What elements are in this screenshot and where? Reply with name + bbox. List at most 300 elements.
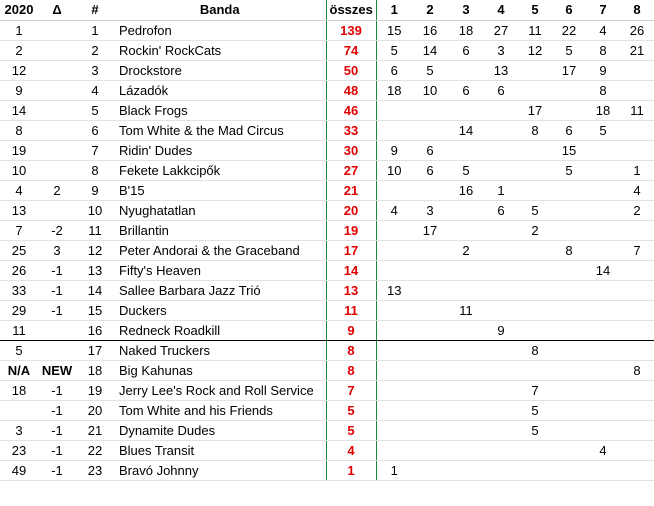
cell-round-5[interactable]: 5 xyxy=(518,420,552,440)
cell-round-7[interactable] xyxy=(586,180,620,200)
cell-round-5[interactable]: 17 xyxy=(518,100,552,120)
cell-round-2[interactable] xyxy=(412,420,448,440)
cell-round-8[interactable]: 7 xyxy=(620,240,654,260)
cell-round-1[interactable]: 1 xyxy=(376,460,412,480)
cell-round-6[interactable] xyxy=(552,340,586,360)
cell-round-3[interactable] xyxy=(448,100,484,120)
header-round-7[interactable]: 7 xyxy=(586,0,620,20)
cell-round-6[interactable] xyxy=(552,300,586,320)
cell-total[interactable]: 9 xyxy=(326,320,376,340)
cell-round-3[interactable]: 5 xyxy=(448,160,484,180)
cell-total[interactable]: 27 xyxy=(326,160,376,180)
cell-round-3[interactable] xyxy=(448,60,484,80)
cell-round-7[interactable] xyxy=(586,240,620,260)
cell-round-3[interactable] xyxy=(448,460,484,480)
cell-total[interactable]: 13 xyxy=(326,280,376,300)
cell-round-4[interactable] xyxy=(484,380,518,400)
cell-round-4[interactable] xyxy=(484,260,518,280)
cell-round-3[interactable] xyxy=(448,260,484,280)
cell-round-5[interactable] xyxy=(518,260,552,280)
cell-band[interactable]: Lázadók xyxy=(114,80,326,100)
cell-round-1[interactable]: 15 xyxy=(376,20,412,40)
cell-round-7[interactable] xyxy=(586,220,620,240)
cell-2020[interactable]: 3 xyxy=(0,420,38,440)
cell-round-2[interactable] xyxy=(412,120,448,140)
cell-round-8[interactable] xyxy=(620,320,654,340)
cell-round-8[interactable] xyxy=(620,420,654,440)
cell-round-6[interactable] xyxy=(552,80,586,100)
cell-total[interactable]: 139 xyxy=(326,20,376,40)
cell-rank[interactable]: 10 xyxy=(76,200,114,220)
cell-round-8[interactable] xyxy=(620,400,654,420)
cell-band[interactable]: Drockstore xyxy=(114,60,326,80)
cell-round-2[interactable]: 14 xyxy=(412,40,448,60)
cell-round-1[interactable]: 13 xyxy=(376,280,412,300)
cell-total[interactable]: 50 xyxy=(326,60,376,80)
cell-rank[interactable]: 6 xyxy=(76,120,114,140)
cell-round-6[interactable]: 5 xyxy=(552,40,586,60)
cell-total[interactable]: 5 xyxy=(326,400,376,420)
cell-round-5[interactable] xyxy=(518,160,552,180)
cell-round-3[interactable] xyxy=(448,200,484,220)
cell-total[interactable]: 7 xyxy=(326,380,376,400)
cell-total[interactable]: 5 xyxy=(326,420,376,440)
cell-round-7[interactable] xyxy=(586,460,620,480)
cell-delta[interactable]: 2 xyxy=(38,180,76,200)
cell-round-6[interactable]: 15 xyxy=(552,140,586,160)
cell-delta[interactable] xyxy=(38,60,76,80)
cell-rank[interactable]: 4 xyxy=(76,80,114,100)
cell-round-5[interactable]: 12 xyxy=(518,40,552,60)
cell-round-5[interactable]: 7 xyxy=(518,380,552,400)
cell-total[interactable]: 11 xyxy=(326,300,376,320)
cell-rank[interactable]: 23 xyxy=(76,460,114,480)
cell-round-4[interactable]: 13 xyxy=(484,60,518,80)
cell-2020[interactable]: 10 xyxy=(0,160,38,180)
cell-round-4[interactable] xyxy=(484,120,518,140)
cell-round-6[interactable]: 5 xyxy=(552,160,586,180)
cell-round-4[interactable] xyxy=(484,140,518,160)
cell-round-6[interactable] xyxy=(552,220,586,240)
cell-round-5[interactable]: 8 xyxy=(518,120,552,140)
cell-rank[interactable]: 1 xyxy=(76,20,114,40)
cell-2020[interactable]: 5 xyxy=(0,340,38,360)
cell-delta[interactable]: -1 xyxy=(38,380,76,400)
cell-delta[interactable] xyxy=(38,140,76,160)
cell-round-7[interactable]: 4 xyxy=(586,20,620,40)
cell-delta[interactable]: 3 xyxy=(38,240,76,260)
cell-round-8[interactable] xyxy=(620,280,654,300)
cell-round-2[interactable]: 6 xyxy=(412,160,448,180)
cell-2020[interactable]: 19 xyxy=(0,140,38,160)
cell-round-1[interactable] xyxy=(376,220,412,240)
header-round-8[interactable]: 8 xyxy=(620,0,654,20)
cell-round-6[interactable] xyxy=(552,380,586,400)
cell-delta[interactable] xyxy=(38,160,76,180)
cell-total[interactable]: 33 xyxy=(326,120,376,140)
cell-band[interactable]: Tom White & the Mad Circus xyxy=(114,120,326,140)
cell-round-7[interactable] xyxy=(586,380,620,400)
cell-round-1[interactable] xyxy=(376,420,412,440)
header-delta[interactable]: Δ xyxy=(38,0,76,20)
cell-round-1[interactable]: 10 xyxy=(376,160,412,180)
cell-band[interactable]: Fekete Lakkcipők xyxy=(114,160,326,180)
cell-band[interactable]: Jerry Lee's Rock and Roll Service xyxy=(114,380,326,400)
header-total[interactable]: összes xyxy=(326,0,376,20)
cell-delta[interactable] xyxy=(38,120,76,140)
cell-2020[interactable]: 18 xyxy=(0,380,38,400)
cell-round-4[interactable]: 27 xyxy=(484,20,518,40)
header-round-4[interactable]: 4 xyxy=(484,0,518,20)
cell-round-3[interactable]: 11 xyxy=(448,300,484,320)
cell-round-7[interactable] xyxy=(586,160,620,180)
cell-round-2[interactable] xyxy=(412,280,448,300)
cell-round-7[interactable]: 8 xyxy=(586,40,620,60)
cell-2020[interactable]: 29 xyxy=(0,300,38,320)
cell-round-4[interactable] xyxy=(484,440,518,460)
cell-rank[interactable]: 19 xyxy=(76,380,114,400)
cell-round-3[interactable]: 14 xyxy=(448,120,484,140)
cell-round-6[interactable] xyxy=(552,420,586,440)
cell-2020[interactable]: 11 xyxy=(0,320,38,340)
cell-delta[interactable]: -1 xyxy=(38,420,76,440)
cell-2020[interactable]: 25 xyxy=(0,240,38,260)
cell-round-2[interactable] xyxy=(412,300,448,320)
cell-rank[interactable]: 16 xyxy=(76,320,114,340)
cell-rank[interactable]: 15 xyxy=(76,300,114,320)
cell-round-5[interactable]: 5 xyxy=(518,400,552,420)
cell-delta[interactable]: -1 xyxy=(38,260,76,280)
cell-round-7[interactable] xyxy=(586,300,620,320)
cell-round-8[interactable]: 4 xyxy=(620,180,654,200)
header-round-6[interactable]: 6 xyxy=(552,0,586,20)
cell-round-4[interactable]: 3 xyxy=(484,40,518,60)
cell-rank[interactable]: 8 xyxy=(76,160,114,180)
cell-round-4[interactable]: 6 xyxy=(484,200,518,220)
cell-round-2[interactable]: 10 xyxy=(412,80,448,100)
cell-band[interactable]: Big Kahunas xyxy=(114,360,326,380)
cell-delta[interactable]: -1 xyxy=(38,280,76,300)
cell-round-4[interactable] xyxy=(484,280,518,300)
cell-round-1[interactable] xyxy=(376,400,412,420)
cell-round-5[interactable]: 11 xyxy=(518,20,552,40)
header-rank[interactable]: # xyxy=(76,0,114,20)
cell-round-8[interactable] xyxy=(620,440,654,460)
cell-round-2[interactable] xyxy=(412,440,448,460)
cell-round-1[interactable] xyxy=(376,360,412,380)
cell-band[interactable]: Blues Transit xyxy=(114,440,326,460)
cell-round-3[interactable] xyxy=(448,280,484,300)
cell-round-7[interactable] xyxy=(586,280,620,300)
cell-round-2[interactable]: 5 xyxy=(412,60,448,80)
cell-round-2[interactable] xyxy=(412,380,448,400)
cell-band[interactable]: Peter Andorai & the Graceband xyxy=(114,240,326,260)
cell-round-4[interactable] xyxy=(484,220,518,240)
cell-round-1[interactable]: 6 xyxy=(376,60,412,80)
cell-round-3[interactable] xyxy=(448,440,484,460)
cell-band[interactable]: Naked Truckers xyxy=(114,340,326,360)
cell-total[interactable]: 48 xyxy=(326,80,376,100)
cell-round-4[interactable] xyxy=(484,160,518,180)
cell-round-3[interactable]: 2 xyxy=(448,240,484,260)
cell-delta[interactable] xyxy=(38,20,76,40)
cell-round-7[interactable] xyxy=(586,200,620,220)
cell-round-7[interactable]: 14 xyxy=(586,260,620,280)
cell-band[interactable]: Fifty's Heaven xyxy=(114,260,326,280)
cell-round-8[interactable] xyxy=(620,80,654,100)
cell-rank[interactable]: 9 xyxy=(76,180,114,200)
cell-round-1[interactable] xyxy=(376,300,412,320)
cell-2020[interactable]: 26 xyxy=(0,260,38,280)
cell-round-1[interactable] xyxy=(376,440,412,460)
header-round-3[interactable]: 3 xyxy=(448,0,484,20)
cell-2020[interactable]: 9 xyxy=(0,80,38,100)
cell-round-4[interactable] xyxy=(484,460,518,480)
cell-round-8[interactable] xyxy=(620,300,654,320)
cell-rank[interactable]: 2 xyxy=(76,40,114,60)
cell-round-5[interactable]: 5 xyxy=(518,200,552,220)
cell-round-1[interactable]: 18 xyxy=(376,80,412,100)
cell-total[interactable]: 30 xyxy=(326,140,376,160)
cell-round-7[interactable] xyxy=(586,420,620,440)
cell-total[interactable]: 17 xyxy=(326,240,376,260)
cell-rank[interactable]: 18 xyxy=(76,360,114,380)
cell-round-6[interactable] xyxy=(552,460,586,480)
cell-round-7[interactable]: 9 xyxy=(586,60,620,80)
cell-round-1[interactable] xyxy=(376,320,412,340)
cell-round-4[interactable] xyxy=(484,360,518,380)
cell-band[interactable]: Duckers xyxy=(114,300,326,320)
cell-round-2[interactable] xyxy=(412,100,448,120)
cell-round-3[interactable] xyxy=(448,340,484,360)
cell-delta[interactable]: -1 xyxy=(38,440,76,460)
cell-band[interactable]: B'15 xyxy=(114,180,326,200)
cell-round-8[interactable]: 11 xyxy=(620,100,654,120)
cell-2020[interactable] xyxy=(0,400,38,420)
cell-round-8[interactable]: 2 xyxy=(620,200,654,220)
cell-round-2[interactable] xyxy=(412,260,448,280)
cell-round-2[interactable] xyxy=(412,400,448,420)
cell-band[interactable]: Rockin' RockCats xyxy=(114,40,326,60)
cell-round-7[interactable] xyxy=(586,360,620,380)
cell-round-4[interactable] xyxy=(484,240,518,260)
cell-round-2[interactable] xyxy=(412,180,448,200)
cell-rank[interactable]: 20 xyxy=(76,400,114,420)
cell-round-4[interactable] xyxy=(484,340,518,360)
cell-2020[interactable]: 12 xyxy=(0,60,38,80)
cell-round-7[interactable] xyxy=(586,320,620,340)
cell-round-4[interactable] xyxy=(484,400,518,420)
cell-total[interactable]: 46 xyxy=(326,100,376,120)
cell-delta[interactable]: -1 xyxy=(38,460,76,480)
cell-round-3[interactable] xyxy=(448,360,484,380)
cell-2020[interactable]: 7 xyxy=(0,220,38,240)
header-round-5[interactable]: 5 xyxy=(518,0,552,20)
cell-round-1[interactable] xyxy=(376,180,412,200)
cell-round-6[interactable] xyxy=(552,400,586,420)
cell-round-5[interactable] xyxy=(518,140,552,160)
cell-round-1[interactable] xyxy=(376,380,412,400)
cell-round-7[interactable]: 18 xyxy=(586,100,620,120)
cell-round-8[interactable] xyxy=(620,60,654,80)
cell-total[interactable]: 14 xyxy=(326,260,376,280)
cell-2020[interactable]: 49 xyxy=(0,460,38,480)
cell-round-5[interactable] xyxy=(518,80,552,100)
cell-rank[interactable]: 13 xyxy=(76,260,114,280)
cell-round-5[interactable] xyxy=(518,440,552,460)
cell-round-8[interactable]: 1 xyxy=(620,160,654,180)
cell-delta[interactable] xyxy=(38,100,76,120)
cell-round-3[interactable] xyxy=(448,220,484,240)
header-round-1[interactable]: 1 xyxy=(376,0,412,20)
cell-delta[interactable] xyxy=(38,200,76,220)
cell-band[interactable]: Dynamite Dudes xyxy=(114,420,326,440)
cell-round-1[interactable]: 9 xyxy=(376,140,412,160)
cell-round-8[interactable] xyxy=(620,460,654,480)
cell-round-4[interactable]: 1 xyxy=(484,180,518,200)
cell-2020[interactable]: 23 xyxy=(0,440,38,460)
cell-round-1[interactable] xyxy=(376,100,412,120)
cell-round-2[interactable]: 6 xyxy=(412,140,448,160)
cell-total[interactable]: 1 xyxy=(326,460,376,480)
cell-round-1[interactable]: 5 xyxy=(376,40,412,60)
cell-round-7[interactable]: 4 xyxy=(586,440,620,460)
cell-round-8[interactable]: 8 xyxy=(620,360,654,380)
cell-round-5[interactable] xyxy=(518,180,552,200)
cell-band[interactable]: Tom White and his Friends xyxy=(114,400,326,420)
cell-round-1[interactable]: 4 xyxy=(376,200,412,220)
cell-round-5[interactable]: 2 xyxy=(518,220,552,240)
cell-delta[interactable]: NEW xyxy=(38,360,76,380)
cell-round-2[interactable] xyxy=(412,340,448,360)
cell-delta[interactable]: -1 xyxy=(38,300,76,320)
cell-round-3[interactable] xyxy=(448,400,484,420)
cell-delta[interactable] xyxy=(38,320,76,340)
cell-2020[interactable]: N/A xyxy=(0,360,38,380)
cell-round-2[interactable] xyxy=(412,460,448,480)
cell-round-8[interactable]: 26 xyxy=(620,20,654,40)
header-2020[interactable]: 2020 xyxy=(0,0,38,20)
cell-total[interactable]: 20 xyxy=(326,200,376,220)
cell-round-3[interactable]: 6 xyxy=(448,80,484,100)
cell-round-7[interactable]: 8 xyxy=(586,80,620,100)
cell-round-4[interactable] xyxy=(484,100,518,120)
cell-round-4[interactable]: 9 xyxy=(484,320,518,340)
cell-total[interactable]: 4 xyxy=(326,440,376,460)
cell-total[interactable]: 8 xyxy=(326,360,376,380)
cell-round-1[interactable] xyxy=(376,120,412,140)
cell-round-6[interactable] xyxy=(552,440,586,460)
cell-round-4[interactable] xyxy=(484,420,518,440)
cell-round-6[interactable] xyxy=(552,320,586,340)
cell-round-1[interactable] xyxy=(376,340,412,360)
cell-round-3[interactable]: 18 xyxy=(448,20,484,40)
cell-round-7[interactable]: 5 xyxy=(586,120,620,140)
cell-round-1[interactable] xyxy=(376,260,412,280)
cell-2020[interactable]: 1 xyxy=(0,20,38,40)
cell-delta[interactable] xyxy=(38,340,76,360)
cell-rank[interactable]: 14 xyxy=(76,280,114,300)
cell-round-8[interactable]: 21 xyxy=(620,40,654,60)
cell-round-3[interactable]: 6 xyxy=(448,40,484,60)
cell-round-3[interactable] xyxy=(448,320,484,340)
cell-round-2[interactable]: 3 xyxy=(412,200,448,220)
cell-rank[interactable]: 12 xyxy=(76,240,114,260)
cell-band[interactable]: Redneck Roadkill xyxy=(114,320,326,340)
cell-rank[interactable]: 11 xyxy=(76,220,114,240)
cell-round-2[interactable] xyxy=(412,320,448,340)
cell-round-3[interactable] xyxy=(448,380,484,400)
cell-round-4[interactable]: 6 xyxy=(484,80,518,100)
cell-rank[interactable]: 7 xyxy=(76,140,114,160)
cell-round-2[interactable]: 17 xyxy=(412,220,448,240)
cell-rank[interactable]: 17 xyxy=(76,340,114,360)
cell-round-6[interactable] xyxy=(552,200,586,220)
cell-round-5[interactable] xyxy=(518,280,552,300)
cell-delta[interactable]: -2 xyxy=(38,220,76,240)
cell-rank[interactable]: 5 xyxy=(76,100,114,120)
cell-round-6[interactable] xyxy=(552,360,586,380)
cell-rank[interactable]: 21 xyxy=(76,420,114,440)
cell-round-6[interactable] xyxy=(552,100,586,120)
cell-round-8[interactable] xyxy=(620,120,654,140)
cell-band[interactable]: Black Frogs xyxy=(114,100,326,120)
cell-round-6[interactable] xyxy=(552,180,586,200)
cell-rank[interactable]: 3 xyxy=(76,60,114,80)
cell-band[interactable]: Pedrofon xyxy=(114,20,326,40)
cell-delta[interactable] xyxy=(38,40,76,60)
cell-total[interactable]: 74 xyxy=(326,40,376,60)
cell-round-6[interactable]: 22 xyxy=(552,20,586,40)
cell-rank[interactable]: 22 xyxy=(76,440,114,460)
cell-2020[interactable]: 2 xyxy=(0,40,38,60)
cell-round-7[interactable] xyxy=(586,400,620,420)
cell-round-3[interactable]: 16 xyxy=(448,180,484,200)
cell-round-8[interactable] xyxy=(620,260,654,280)
cell-delta[interactable] xyxy=(38,80,76,100)
cell-round-5[interactable] xyxy=(518,60,552,80)
cell-round-5[interactable]: 8 xyxy=(518,340,552,360)
cell-round-5[interactable] xyxy=(518,360,552,380)
cell-band[interactable]: Sallee Barbara Jazz Trió xyxy=(114,280,326,300)
cell-round-8[interactable] xyxy=(620,380,654,400)
cell-round-8[interactable] xyxy=(620,140,654,160)
cell-round-4[interactable] xyxy=(484,300,518,320)
cell-round-3[interactable] xyxy=(448,420,484,440)
cell-2020[interactable]: 8 xyxy=(0,120,38,140)
cell-round-5[interactable] xyxy=(518,320,552,340)
cell-band[interactable]: Bravó Johnny xyxy=(114,460,326,480)
cell-round-6[interactable] xyxy=(552,260,586,280)
cell-band[interactable]: Brillantin xyxy=(114,220,326,240)
cell-round-7[interactable] xyxy=(586,340,620,360)
header-round-2[interactable]: 2 xyxy=(412,0,448,20)
cell-round-8[interactable] xyxy=(620,340,654,360)
cell-round-7[interactable] xyxy=(586,140,620,160)
cell-round-3[interactable] xyxy=(448,140,484,160)
cell-band[interactable]: Ridin' Dudes xyxy=(114,140,326,160)
cell-round-6[interactable]: 8 xyxy=(552,240,586,260)
cell-round-1[interactable] xyxy=(376,240,412,260)
cell-2020[interactable]: 14 xyxy=(0,100,38,120)
cell-round-6[interactable]: 17 xyxy=(552,60,586,80)
header-band[interactable]: Banda xyxy=(114,0,326,20)
cell-2020[interactable]: 33 xyxy=(0,280,38,300)
cell-total[interactable]: 21 xyxy=(326,180,376,200)
cell-round-8[interactable] xyxy=(620,220,654,240)
cell-2020[interactable]: 13 xyxy=(0,200,38,220)
cell-band[interactable]: Nyughatatlan xyxy=(114,200,326,220)
